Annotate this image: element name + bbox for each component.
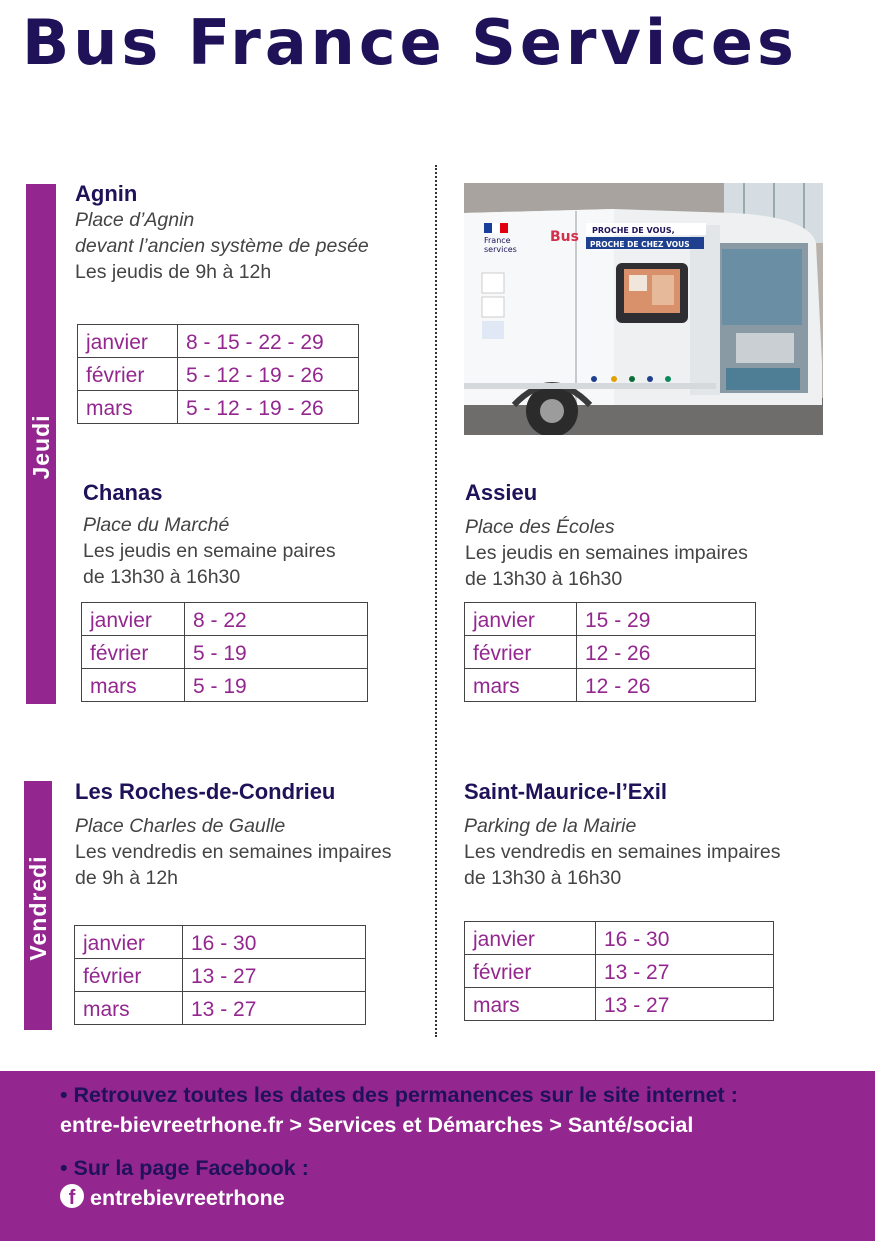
days-cell: 8 - 22	[185, 603, 368, 636]
location-place: Parking de la Mairie	[464, 815, 637, 837]
location-place: Place d’Agnin	[75, 209, 195, 231]
days-cell: 5 - 12 - 19 - 26	[178, 358, 359, 391]
table-row	[82, 669, 368, 702]
table-row	[465, 988, 774, 1021]
days-cell: 16 - 30	[596, 922, 774, 955]
month-cell: février	[75, 959, 183, 992]
photo-bus-word: Bus	[550, 229, 579, 245]
table-row	[465, 669, 756, 702]
footer-website-path[interactable]: entre-bievreetrhone.fr > Services et Démarches > Santé/social	[60, 1113, 694, 1137]
month-cell: février	[465, 636, 577, 669]
table-row	[78, 358, 359, 391]
footer-website-intro-text: Retrouvez toutes les dates des permanences sur le site internet :	[73, 1083, 738, 1107]
location-schedule: Les jeudis en semaines impaires	[465, 542, 748, 564]
month-cell: mars	[82, 669, 185, 702]
month-cell: mars	[78, 391, 178, 424]
location-schedule-hours: de 13h30 à 16h30	[465, 568, 623, 590]
month-cell: janvier	[78, 325, 178, 358]
location-agnin	[75, 181, 369, 285]
month-cell: mars	[465, 988, 596, 1021]
days-cell: 5 - 19	[185, 636, 368, 669]
month-cell: janvier	[75, 926, 183, 959]
day-label-jeudi: Jeudi	[28, 414, 54, 480]
dates-table-assieu	[464, 602, 756, 702]
table-row	[465, 955, 774, 988]
table-row	[75, 959, 366, 992]
location-schedule: Les vendredis en semaines impaires	[464, 841, 781, 863]
table-row	[465, 603, 756, 636]
table-row	[75, 992, 366, 1025]
month-cell: janvier	[82, 603, 185, 636]
dates-table-les-roches	[74, 925, 366, 1025]
photo-slogan-line1: PROCHE DE VOUS,	[592, 226, 675, 235]
location-name: Saint-Maurice-l’Exil	[464, 779, 667, 804]
days-cell: 13 - 27	[183, 992, 366, 1025]
location-place: Place du Marché	[83, 514, 230, 536]
days-cell: 13 - 27	[596, 988, 774, 1021]
footer-facebook-intro	[60, 1153, 309, 1183]
page-title: Bus France Services	[22, 6, 798, 79]
location-schedule-hours: de 13h30 à 16h30	[464, 867, 622, 889]
location-schedule: Les vendredis en semaines impaires	[75, 841, 392, 863]
days-cell: 13 - 27	[183, 959, 366, 992]
location-name: Agnin	[75, 181, 138, 206]
location-assieu	[465, 480, 748, 592]
column-divider	[435, 165, 437, 1037]
location-place: Place des Écoles	[465, 516, 615, 538]
location-name: Chanas	[83, 480, 163, 505]
footer-facebook-link[interactable]	[60, 1183, 285, 1213]
table-row	[78, 325, 359, 358]
dates-table-chanas	[81, 602, 368, 702]
month-cell: février	[465, 955, 596, 988]
days-cell: 5 - 12 - 19 - 26	[178, 391, 359, 424]
footer-banner	[0, 1071, 875, 1241]
table-row	[465, 922, 774, 955]
month-cell: janvier	[465, 922, 596, 955]
location-chanas	[83, 480, 336, 590]
location-schedule-hours: de 9h à 12h	[75, 867, 179, 889]
days-cell: 8 - 15 - 22 - 29	[178, 325, 359, 358]
table-row	[465, 636, 756, 669]
photo-logo-line1: France	[484, 236, 511, 245]
month-cell: février	[82, 636, 185, 669]
facebook-icon: f	[60, 1184, 84, 1208]
table-row	[75, 926, 366, 959]
location-schedule-hours: de 13h30 à 16h30	[83, 566, 241, 588]
location-saint-maurice-l-exil	[464, 779, 781, 891]
location-place-detail: devant l’ancien système de pesée	[75, 235, 369, 257]
table-row	[82, 636, 368, 669]
days-cell: 13 - 27	[596, 955, 774, 988]
location-name: Assieu	[465, 480, 538, 505]
month-cell: janvier	[465, 603, 577, 636]
location-schedule: Les jeudis de 9h à 12h	[75, 261, 272, 283]
days-cell: 12 - 26	[577, 636, 756, 669]
month-cell: mars	[465, 669, 577, 702]
location-schedule: Les jeudis en semaine paires	[83, 540, 336, 562]
footer-bullet: •	[60, 1156, 68, 1180]
days-cell: 16 - 30	[183, 926, 366, 959]
location-name: Les Roches-de-Condrieu	[75, 779, 336, 804]
days-cell: 12 - 26	[577, 669, 756, 702]
table-row	[78, 391, 359, 424]
photo-logo-line2: services	[484, 245, 517, 254]
location-les-roches-de-condrieu	[75, 779, 392, 891]
facebook-handle[interactable]: entrebievreetrhone	[90, 1186, 285, 1210]
bus-photo	[464, 183, 823, 435]
footer-facebook-intro-text: Sur la page Facebook :	[73, 1156, 309, 1180]
day-label-vendredi: Vendredi	[25, 855, 51, 961]
days-cell: 15 - 29	[577, 603, 756, 636]
table-row	[82, 603, 368, 636]
dates-table-saint-maurice	[464, 921, 774, 1021]
location-place: Place Charles de Gaulle	[75, 815, 286, 837]
dates-table-agnin	[77, 324, 359, 424]
footer-website-intro	[60, 1080, 738, 1110]
month-cell: mars	[75, 992, 183, 1025]
month-cell: février	[78, 358, 178, 391]
days-cell: 5 - 19	[185, 669, 368, 702]
photo-slogan-line2: PROCHE DE CHEZ VOUS	[590, 240, 690, 249]
footer-bullet: •	[60, 1083, 68, 1107]
